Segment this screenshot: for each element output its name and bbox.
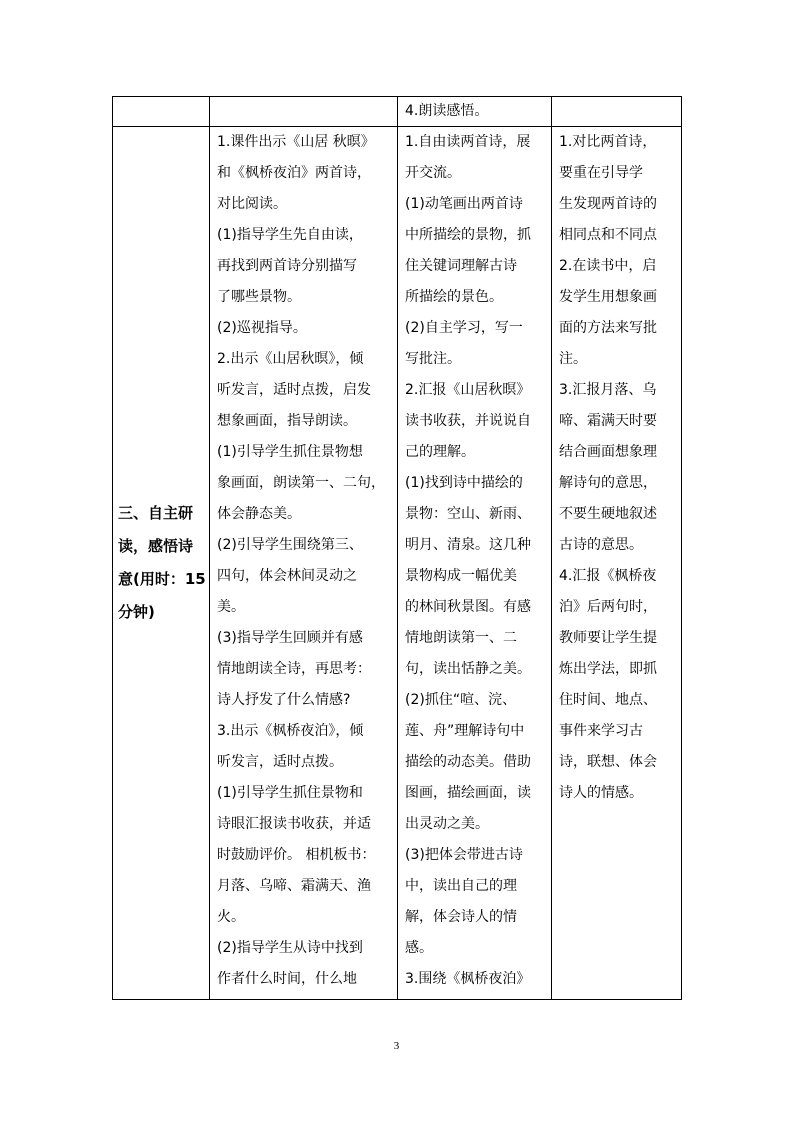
text-line: 图画，描绘画面，读 <box>405 785 531 801</box>
text-line: (2)抓住“喧、浣、 <box>405 692 517 708</box>
text-line: 中，读出自己的理 <box>405 878 517 894</box>
text-line: (2)指导学生从诗中找到 <box>217 940 363 956</box>
text-line: 注。 <box>559 351 587 367</box>
text-line: 开交流。 <box>405 165 461 181</box>
text-line: 描绘的动态美。借助 <box>405 754 531 770</box>
text-line: 面的方法来写批 <box>559 320 657 336</box>
text-line: 2.汇报《山居秋暝》 <box>405 382 531 398</box>
text-line: 的林间秋景图。有感 <box>405 599 531 615</box>
design-notes-cell <box>552 97 682 127</box>
text-line: 想象画面，指导朗读。 <box>217 413 357 429</box>
text-line: 古诗的意思。 <box>559 537 643 553</box>
text-line: (1)指导学生先自由读， <box>217 227 363 243</box>
text-line: 诗人抒发了什么情感? <box>217 692 351 708</box>
text-line: 分钟) <box>118 603 155 621</box>
design-notes-cell <box>552 127 682 1000</box>
text-line: 相同点和不同点 <box>559 227 657 243</box>
text-line: 句，读出恬静之美。 <box>405 661 531 677</box>
text-line: (1)引导学生抓住景物和 <box>217 785 363 801</box>
text-line: 读书收获，并说说自 <box>405 413 531 429</box>
text-line: 对比阅读。 <box>217 196 287 212</box>
text-line: 明月、清泉。这几种 <box>405 537 531 553</box>
table-row <box>113 127 682 1000</box>
text-line: 1.自由读两首诗，展 <box>405 134 531 150</box>
text-line: 和《枫桥夜泊》两首诗， <box>217 165 371 181</box>
text-line: 啼、霜满天时要 <box>559 413 657 429</box>
text-line: 了哪些景物。 <box>217 289 301 305</box>
text-line: 三、自主研 <box>118 504 194 522</box>
text-line: 写批注。 <box>405 351 461 367</box>
text-line: 美。 <box>217 599 245 615</box>
text-line: 发学生用想象画 <box>559 289 657 305</box>
teacher-activity-cell <box>210 127 398 1000</box>
text-line: 住关键词理解古诗 <box>405 258 517 274</box>
text-line: 出灵动之美。 <box>405 816 489 832</box>
text-line: 诗眼汇报读书收获，并适 <box>217 816 371 832</box>
text-line: 景物：空山、新雨、 <box>405 506 531 522</box>
text-line: (1)动笔画出两首诗 <box>405 196 523 212</box>
text-line: 3.出示《枫桥夜泊》，倾 <box>217 723 364 739</box>
teacher-activity-cell <box>210 97 398 127</box>
text-line: 听发言，适时点拨。 <box>217 754 343 770</box>
text-line: (2)巡视指导。 <box>217 320 307 336</box>
text-line: 感。 <box>405 940 433 956</box>
text-line: (3)把体会带进古诗 <box>405 847 523 863</box>
text-line: 月落、乌啼、霜满天、渔 <box>217 878 371 894</box>
text-line: 再找到两首诗分别描写 <box>217 258 357 274</box>
text-line: 作者什么时间，什么地 <box>217 971 357 987</box>
student-activity-cell: 4.朗读感悟。 <box>398 97 552 127</box>
text-line: 3.汇报月落、乌 <box>559 382 657 398</box>
text-line: (2)自主学习，写一 <box>405 320 523 336</box>
text-line: 3.围绕《枫桥夜泊》 <box>405 971 531 987</box>
text-line: 意(用时：15 <box>118 570 206 588</box>
lesson-plan-table <box>112 96 682 1000</box>
text-line: 中所描绘的景物，抓 <box>405 227 531 243</box>
text-line: 教师要让学生提 <box>559 630 657 646</box>
text-line: 读，感悟诗 <box>118 537 194 555</box>
text-line: 结合画面想象理 <box>559 444 657 460</box>
text-line: 象画面，朗读第一、二句， <box>217 475 385 491</box>
text-line: 4.汇报《枫桥夜 <box>559 568 657 584</box>
text-line: 要重在引导学 <box>559 165 643 181</box>
text-line: 莲、舟”理解诗句中 <box>405 723 525 739</box>
text-line: (1)引导学生抓住景物想 <box>217 444 363 460</box>
text-line: 住时间、地点、 <box>559 692 657 708</box>
text-line: 体会静态美。 <box>217 506 301 522</box>
text-line: 1.课件出示《山居 秋暝》 <box>217 134 375 150</box>
text-line: 2.在读书中，启 <box>559 258 657 274</box>
text-line: 景物构成一幅优美 <box>405 568 517 584</box>
text-line: 时鼓励评价。 相机板书： <box>217 847 376 863</box>
text-line: 情地朗读全诗，再思考： <box>217 661 371 677</box>
text-line: 四句，体会林间灵动之 <box>217 568 357 584</box>
text-line: 听发言，适时点拨，启发 <box>217 382 371 398</box>
text-line: 生发现两首诗的 <box>559 196 657 212</box>
text-line: 诗，联想、体会 <box>559 754 657 770</box>
text-line: 事件来学习古 <box>559 723 643 739</box>
stage-cell <box>113 97 210 127</box>
stage-cell <box>113 127 210 1000</box>
text-line: 2.出示《山居秋暝》，倾 <box>217 351 364 367</box>
text-line: (1)找到诗中描绘的 <box>405 475 523 491</box>
text-line: 不要生硬地叙述 <box>559 506 657 522</box>
text-line: (2)引导学生围绕第三、 <box>217 537 363 553</box>
text-line: 1.对比两首诗， <box>559 134 657 150</box>
text-line: 炼出学法，即抓 <box>559 661 657 677</box>
text-line: (3)指导学生回顾并有感 <box>217 630 363 646</box>
text-line: 火。 <box>217 909 245 925</box>
text-line: 诗人的情感。 <box>559 785 643 801</box>
text-line: 解诗句的意思， <box>559 475 657 491</box>
page-number: 3 <box>393 1040 400 1052</box>
text-line: 己的理解。 <box>405 444 475 460</box>
table-row <box>113 97 682 127</box>
student-activity-cell <box>398 127 552 1000</box>
text-line: 情地朗读第一、二 <box>405 630 517 646</box>
text-line: 泊》后两句时， <box>559 599 657 615</box>
text-line: 所描绘的景色。 <box>405 289 503 305</box>
text-line: 解，体会诗人的情 <box>405 909 517 925</box>
